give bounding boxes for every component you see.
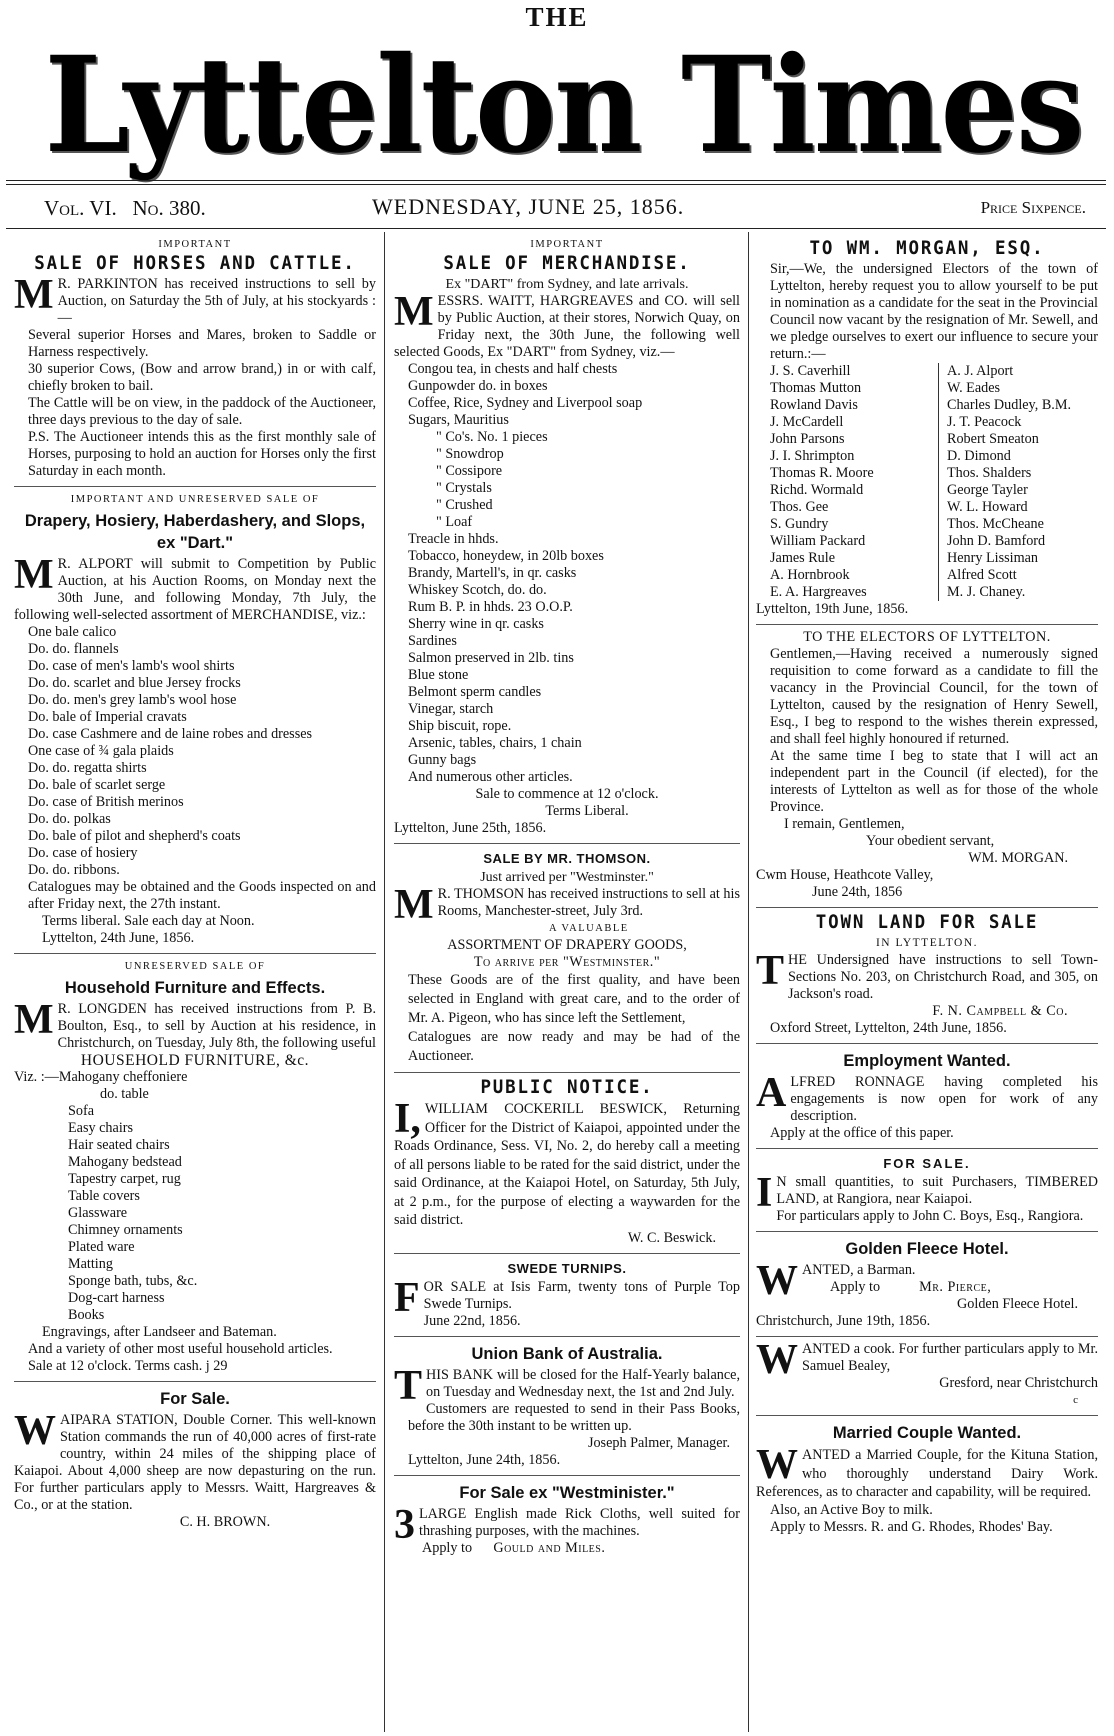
signatory: J. S. Caverhill xyxy=(770,363,851,379)
list-item: Do. do. regatta shirts xyxy=(28,760,147,776)
drop-cap: F xyxy=(394,1274,420,1321)
signatory: Thos. Shalders xyxy=(947,465,1032,481)
list-item: Coffee, Rice, Sydney and Liverpool soap xyxy=(408,395,643,411)
list-item: Glassware xyxy=(68,1205,128,1221)
masthead-rule-top-2 xyxy=(6,184,1106,185)
signatory: Thomas R. Moore xyxy=(770,465,874,481)
list-item: Chimney ornaments xyxy=(68,1222,183,1238)
column-divider-1 xyxy=(384,232,385,1732)
ad-address: Cwm House, Heathcote Valley, xyxy=(756,867,934,883)
ad-heading: For Sale. xyxy=(160,1390,230,1408)
ad-heading: FOR SALE. xyxy=(883,1156,971,1171)
list-item: Do. bale of scarlet serge xyxy=(28,777,166,793)
ad-paragraph: P.S. The Auctioneer intends this as the first monthly sale of Horses, purposing to hold an auction for Horses only the first Saturday in each month. xyxy=(28,429,376,479)
signatory: E. A. Hargreaves xyxy=(770,584,867,600)
ad-closing: I remain, Gentlemen, xyxy=(784,816,905,832)
signatory: J. McCardell xyxy=(770,414,844,430)
signatory: John Parsons xyxy=(770,431,845,447)
list-item: Do. bale of Imperial cravats xyxy=(28,709,187,725)
list-item: Do. case of hosiery xyxy=(28,845,138,861)
ad-employment xyxy=(756,1043,1098,1142)
list-item: Do. do. men's grey lamb's wool hose xyxy=(28,692,237,708)
ad-turnips xyxy=(394,1253,740,1330)
signatory: W. L. Howard xyxy=(947,499,1028,515)
list-item: Matting xyxy=(68,1256,113,1272)
signatory: Rowland Davis xyxy=(770,397,858,413)
ad-time: Sale to commence at 12 o'clock. xyxy=(475,786,659,802)
masthead-the: THE xyxy=(525,2,589,32)
ad-paragraph: Apply at the office of this paper. xyxy=(770,1125,954,1141)
signatory: A. Hornbrook xyxy=(770,567,850,583)
list-item: Rum B. P. in hhds. 23 O.O.P. xyxy=(408,599,573,615)
drop-cap: W xyxy=(756,1258,798,1304)
ad-apply: Apply to Gould and Miles. xyxy=(422,1539,606,1556)
list-item: Viz. :—Mahogany cheffoniere xyxy=(14,1069,188,1085)
column-divider-2 xyxy=(748,232,749,1732)
list-item: Tapestry carpet, rug xyxy=(68,1171,181,1187)
list-item: Congou tea, in chests and half chests xyxy=(408,361,618,377)
signatory: William Packard xyxy=(770,533,866,549)
ad-body: I N small quantities, to suit Purchasers, TIMBERED LAND, at Rangiora, near Kaiapoi. xyxy=(756,1170,1098,1216)
list-item: Hair seated chairs xyxy=(68,1137,170,1153)
list-item: Blue stone xyxy=(408,667,469,683)
ad-body: FOR SALE at Isis Farm, twenty tons of Purple Top Swede Turnips. xyxy=(394,1274,740,1321)
ad-horses-cattle xyxy=(14,236,376,480)
ad-heading: SALE OF MERCHANDISE. xyxy=(443,252,691,274)
ad-paragraph: Catalogues are now ready and may be had of the Auctioneer. xyxy=(408,1029,740,1064)
ad-body: WANTED a cook. For further particulars apply to Mr. Samuel Bealey, xyxy=(756,1337,1098,1383)
ad-paragraph: Sir,—We, the undersigned Electors of the town of Lyttelton, hereby request you to allow yourself to be put in nomination as a candidate for the seat in the Provincial Council now vacant by the resignation of Mr. Sewell, and we pledge ourselves to exert our influence to secure your return.:— xyxy=(770,261,1098,362)
ad-dateline: Lyttelton, June 25th, 1856. xyxy=(394,820,547,836)
volume-number: Vol. VI. No. 380. xyxy=(44,196,206,220)
drop-cap: W xyxy=(14,1408,56,1454)
ad-body: THIS BANK will be closed for the Half-Yearly balance, on Tuesday and Wednesday next, the 1st and 2nd July. xyxy=(394,1362,740,1409)
drop-cap: W xyxy=(756,1337,798,1383)
ad-paragraph: For particulars apply to John C. Boys, Esq., Rangiora. xyxy=(776,1208,1084,1224)
ad-terms: Terms Liberal. xyxy=(545,803,629,819)
ad-heading: SWEDE TURNIPS. xyxy=(507,1260,627,1276)
ad-waipara xyxy=(14,1381,376,1531)
signatory: Thomas Mutton xyxy=(770,380,862,396)
ad-subheading: Ex "DART" from Sydney, and late arrivals. xyxy=(445,277,689,292)
list-item: " Snowdrop xyxy=(436,446,504,462)
ad-paragraph: At the same time I beg to state that I will act an independent part in the Council (if elected), for the interests of Lyttelton as well as for those of the whole Province. xyxy=(770,748,1098,815)
ad-public-notice xyxy=(394,1072,740,1247)
signatories-right xyxy=(939,363,1071,601)
list-item: " Cossipore xyxy=(436,463,503,479)
merchandise-list xyxy=(14,624,376,879)
ad-kicker: IMPORTANT xyxy=(158,239,232,250)
signatory: J. I. Shrimpton xyxy=(770,448,855,464)
signatory: John D. Bamford xyxy=(947,533,1046,549)
list-item: Sardines xyxy=(408,633,457,649)
signatories xyxy=(756,363,1098,601)
ad-rick-cloths xyxy=(394,1475,740,1557)
ad-subheading: IN LYTTELTON. xyxy=(875,937,979,949)
ad-heading: Married Couple Wanted. xyxy=(832,1424,1022,1442)
ad-heading: TO WM. MORGAN, ESQ. xyxy=(809,237,1045,259)
ad-heading: Household Furniture and Effects. xyxy=(64,979,326,997)
ad-furniture xyxy=(14,953,376,1375)
drop-cap: 3 xyxy=(394,1501,415,1548)
signatory: James Rule xyxy=(770,550,836,566)
list-item: Books xyxy=(68,1307,105,1323)
masthead-rule-bottom xyxy=(6,228,1106,229)
list-item: Do. do. polkas xyxy=(28,811,111,827)
ad-heading: SALE OF HORSES AND CATTLE. xyxy=(34,252,356,274)
signatory: Henry Lissiman xyxy=(947,550,1039,566)
furniture-list xyxy=(14,1103,376,1324)
ad-body: MESSRS. WAITT, HARGREAVES and CO. will sell by Public Auction, at their stores, Norwich Quay, on Friday next, the 30th June, the following well selected Goods, Ex "DART" from Sydney, viz.— xyxy=(394,289,740,360)
newspaper-title: Lyttelton Times xyxy=(44,28,1083,183)
ad-subheading: Just arrived per "Westminster." xyxy=(480,870,654,885)
ad-kicker: UNRESERVED SALE OF xyxy=(124,961,266,972)
ad-cook xyxy=(756,1336,1098,1409)
list-item: Sponge bath, tubs, &c. xyxy=(68,1273,198,1289)
list-item: Plated ware xyxy=(68,1239,135,1255)
drop-cap: M xyxy=(14,997,54,1043)
list-item: Mahogany bedstead xyxy=(68,1154,182,1170)
signatory: A. J. Alport xyxy=(947,363,1014,379)
issue-line xyxy=(0,192,1114,226)
ad-for-sale-land xyxy=(756,1148,1098,1225)
list-item: Do. case of British merinos xyxy=(28,794,184,810)
ad-dateline: Lyttelton, 19th June, 1856. xyxy=(756,601,909,617)
ad-body: M R. LONGDEN has received instructions from P. B. Boulton, Esq., to sell by Auction at his residence, in Christchurch, on Tuesday, July 8th, the following useful xyxy=(14,997,376,1051)
list-item: Sofa xyxy=(68,1103,95,1119)
signatory: D. Dimond xyxy=(947,448,1011,464)
ad-body: 3 LARGE English made Rick Cloths, well suited for thrashing purposes, with the machines. xyxy=(394,1501,740,1548)
list-item: Belmont sperm candles xyxy=(408,684,542,700)
ad-town-land xyxy=(756,907,1098,1037)
ad-body: M R. ALPORT will submit to Competition by Public Auction, at his Auction Rooms, on Monday next the 30th June, and following Monday, 7th July, the following well-selected assortment of MERCHANDISE, viz.: xyxy=(14,552,376,623)
drop-cap: T xyxy=(394,1362,423,1409)
issue-price: Price Sixpence. xyxy=(980,198,1086,217)
signatory: J. T. Peacock xyxy=(947,414,1022,430)
ad-signature: F. N. Campbell & Co. xyxy=(932,1003,1068,1019)
ad-dateline: June 22nd, 1856. xyxy=(423,1312,521,1329)
list-item: Gunny bags xyxy=(408,752,477,768)
ad-heading: PUBLIC NOTICE. xyxy=(480,1076,654,1098)
ad-body: THE Undersigned have instructions to sell Town-Sections No. 203, on Christchurch Road, and 305, on Jackson's road. xyxy=(756,948,1098,1002)
list-item: " Crushed xyxy=(436,497,493,513)
ad-heading: SALE BY MR. THOMSON. xyxy=(483,851,651,866)
ad-closing: Your obedient servant, xyxy=(866,833,995,849)
ad-paragraph: And a variety of other most useful household articles. xyxy=(28,1341,333,1357)
list-item: " Crystals xyxy=(436,480,492,496)
ad-paragraph: Apply to Messrs. R. and G. Rhodes, Rhodes' Bay. xyxy=(770,1518,1053,1535)
ad-thomson xyxy=(394,843,740,1066)
ad-apply: Apply to Mr. Pierce, xyxy=(830,1279,992,1295)
ad-address: Gresford, near Christchurch xyxy=(939,1375,1098,1391)
list-item: " Co's. No. 1 pieces xyxy=(436,429,548,445)
list-item: Salmon preserved in 2lb. tins xyxy=(408,650,574,666)
ad-paragraph: The Cattle will be on view, in the paddock of the Auctioneer, three days previous to the day of sale. xyxy=(28,395,376,428)
ad-heading: Employment Wanted. xyxy=(843,1052,1011,1070)
ad-dateline: Lyttelton, 24th June, 1856. xyxy=(42,930,195,946)
ad-married-couple xyxy=(756,1415,1098,1536)
ad-signature: C. H. BROWN. xyxy=(179,1514,271,1530)
ad-signature: Joseph Palmer, Manager. xyxy=(587,1434,730,1451)
ad-hotel: Golden Fleece Hotel. xyxy=(957,1296,1078,1312)
ad-body: WAIPARA STATION, Double Corner. This well-known Station commands the run of 40,000 acres of first-rate country, within 24 miles of the shipping place of Kaiapoi. About 4,000 sheep are now depasturing on the run. For further particulars apply to Messrs. Waitt, Hargreaves & Co., or at the station. xyxy=(14,1408,376,1513)
ad-merchandise xyxy=(394,236,740,837)
ad-heading: Union Bank of Australia. xyxy=(471,1344,663,1363)
ad-drapery xyxy=(14,486,376,947)
ad-kicker: A VALUABLE xyxy=(548,923,629,934)
signatory: Robert Smeaton xyxy=(947,431,1039,447)
drop-cap: M xyxy=(394,289,434,335)
drop-cap: I, xyxy=(394,1096,421,1142)
signatory: Thos. Gee xyxy=(770,499,829,515)
list-item: One case of ¾ gala plaids xyxy=(28,743,174,759)
ad-mark: c xyxy=(1073,1394,1078,1406)
signatory: S. Gundry xyxy=(770,516,829,532)
ad-golden-fleece xyxy=(756,1231,1098,1330)
ad-dateline: Oxford Street, Lyttelton, 24th June, 1856. xyxy=(770,1020,1007,1036)
list-item: Do. case of men's lamb's wool shirts xyxy=(28,658,235,674)
ad-heading: Drapery, Hosiery, Haberdashery, and Slops, ex "Dart." xyxy=(24,512,366,552)
ad-signature: W. C. Beswick. xyxy=(627,1229,716,1246)
ad-line: ASSORTMENT OF DRAPERY GOODS, xyxy=(447,937,687,953)
ad-kicker: IMPORTANT AND UNRESERVED SALE OF xyxy=(70,494,320,505)
drop-cap: A xyxy=(756,1070,787,1116)
ad-paragraph: Customers are requested to send in their Pass Books, before the 30th instant to be written up. xyxy=(408,1400,740,1434)
list-item: Treacle in hhds. xyxy=(408,531,499,547)
list-item: Ship biscuit, rope. xyxy=(408,718,512,734)
list-item: Brandy, Martell's, in qr. casks xyxy=(408,565,577,581)
ad-dateline: Lyttelton, June 24th, 1856. xyxy=(408,1451,561,1468)
list-item: Do. case Cashmere and de laine robes and dresses xyxy=(28,726,313,742)
ad-paragraph: Catalogues may be obtained and the Goods inspected on and after Friday next, the 27th instant. xyxy=(28,879,376,912)
signatory: M. J. Chaney. xyxy=(947,584,1026,600)
ad-subheading: HOUSEHOLD FURNITURE, &c. xyxy=(80,1052,310,1069)
ad-terms: Sale at 12 o'clock. Terms cash. j 29 xyxy=(28,1358,228,1374)
signatory: W. Eades xyxy=(947,380,1001,396)
ad-paragraph: Gentlemen,—Having received a numerously signed requisition to come forward as a candidate to fill the vacancy in the Provincial Council, for the town of Lyttelton, caused by the resignation of Henry Sewell, Esq., I beg to respond to the wishes therein expressed, and shall feel highly honoured if returned. xyxy=(770,646,1098,747)
ad-body: I, WILLIAM COCKERILL BESWICK, Returning Officer for the District of Kaiapoi, appointed under the Roads Ordinance, Sess. VI, No. 2, do hereby call a meeting of all persons liable to be rated for the said district, under the said Ordinance, at the Kaiapoi Hotel, on Saturday, 5th July, at 2 p.m., for the purpose of electing a waywarden for the said district. xyxy=(394,1096,740,1228)
list-item: Tobacco, honeydew, in 20lb boxes xyxy=(408,548,604,564)
list-item: Vinegar, starch xyxy=(408,701,494,717)
list-item: And numerous other articles. xyxy=(408,769,573,785)
list-item: Sugars, Mauritius xyxy=(408,412,509,428)
ad-paragraph: Also, an Active Boy to milk. xyxy=(770,1501,933,1518)
ad-dateline: Christchurch, June 19th, 1856. xyxy=(756,1313,931,1329)
list-item: Table covers xyxy=(68,1188,140,1204)
drop-cap: M xyxy=(14,272,54,318)
signatory: Richd. Wormald xyxy=(770,482,864,498)
ad-paragraph: 30 superior Cows, (Bow and arrow brand,) in or with calf, chiefly broken to bail. xyxy=(28,361,376,394)
list-item: Arsenic, tables, chairs, 1 chain xyxy=(408,735,582,751)
ad-terms: Terms liberal. Sale each day at Noon. xyxy=(42,913,255,929)
list-item: Do. do. scarlet and blue Jersey frocks xyxy=(28,675,241,691)
ad-body: M R. THOMSON has received instructions to sell at his Rooms, Manchester-street, July 3rd. xyxy=(394,882,740,928)
list-item: " Loaf xyxy=(436,514,473,530)
ad-body: WANTED a Married Couple, for the Kituna Station, who thoroughly understand Dairy Work. References, as to character and capability, will be required. xyxy=(756,1442,1098,1500)
list-item: Sherry wine in qr. casks xyxy=(408,616,544,632)
masthead-rule-top xyxy=(6,180,1106,181)
ad-kicker: IMPORTANT xyxy=(530,239,604,250)
ad-line: To arrive per "Westminster." xyxy=(473,954,661,970)
signatories-left xyxy=(756,363,939,601)
ad-paragraph: Engravings, after Landseer and Bateman. xyxy=(42,1324,277,1340)
signatory: George Tayler xyxy=(947,482,1028,498)
ad-body: WANTED, a Barman. xyxy=(756,1258,916,1304)
column-1 xyxy=(14,236,376,1730)
drop-cap: M xyxy=(14,552,54,598)
signatory: Charles Dudley, B.M. xyxy=(947,397,1071,413)
column-2 xyxy=(394,236,740,1730)
issue-date: WEDNESDAY, JUNE 25, 1856. xyxy=(372,194,685,219)
list-item: Dog-cart harness xyxy=(68,1290,165,1306)
ad-electors xyxy=(756,624,1098,901)
list-item: Do. do. ribbons. xyxy=(28,862,120,878)
list-item: Easy chairs xyxy=(68,1120,134,1136)
ad-dateline: June 24th, 1856 xyxy=(812,884,903,900)
ad-signature: WM. MORGAN. xyxy=(968,850,1068,866)
drop-cap: T xyxy=(756,948,785,994)
column-3 xyxy=(756,236,1098,1730)
ad-heading: Golden Fleece Hotel. xyxy=(845,1240,1009,1258)
signatory: Thos. McCheane xyxy=(947,516,1044,532)
list-item: do. table xyxy=(100,1086,149,1102)
ad-heading: TO THE ELECTORS OF LYTTELTON. xyxy=(803,629,1051,645)
ad-requisition-morgan xyxy=(756,237,1098,618)
list-item: Gunpowder do. in boxes xyxy=(408,378,548,394)
ad-body: ALFRED RONNAGE having completed his engagements is now open for work of any description. xyxy=(756,1070,1098,1124)
list-item: One bale calico xyxy=(28,624,117,640)
list-item: Whiskey Scotch, do. do. xyxy=(408,582,547,598)
ad-paragraph: These Goods are of the first quality, and have been selected in England with great care, and to the order of Mr. A. Pigeon, who has since left the Settlement, xyxy=(408,972,740,1026)
ad-union-bank xyxy=(394,1336,740,1469)
signatory: Alfred Scott xyxy=(947,567,1017,583)
merchandise-list xyxy=(394,361,740,786)
list-item: Do. bale of pilot and shepherd's coats xyxy=(28,828,241,844)
ad-heading: For Sale ex "Westminister." xyxy=(459,1483,675,1502)
drop-cap: W xyxy=(756,1442,798,1488)
ad-body: M R. PARKINTON has received instructions to sell by Auction, on Saturday the 5th of July, at his stockyards :— xyxy=(14,272,376,326)
list-item: Do. do. flannels xyxy=(28,641,119,657)
ad-paragraph: Several superior Horses and Mares, broken to Saddle or Harness respectively. xyxy=(28,327,376,360)
drop-cap: M xyxy=(394,882,434,928)
drop-cap: I xyxy=(756,1170,773,1216)
ad-heading: TOWN LAND FOR SALE xyxy=(815,911,1039,933)
